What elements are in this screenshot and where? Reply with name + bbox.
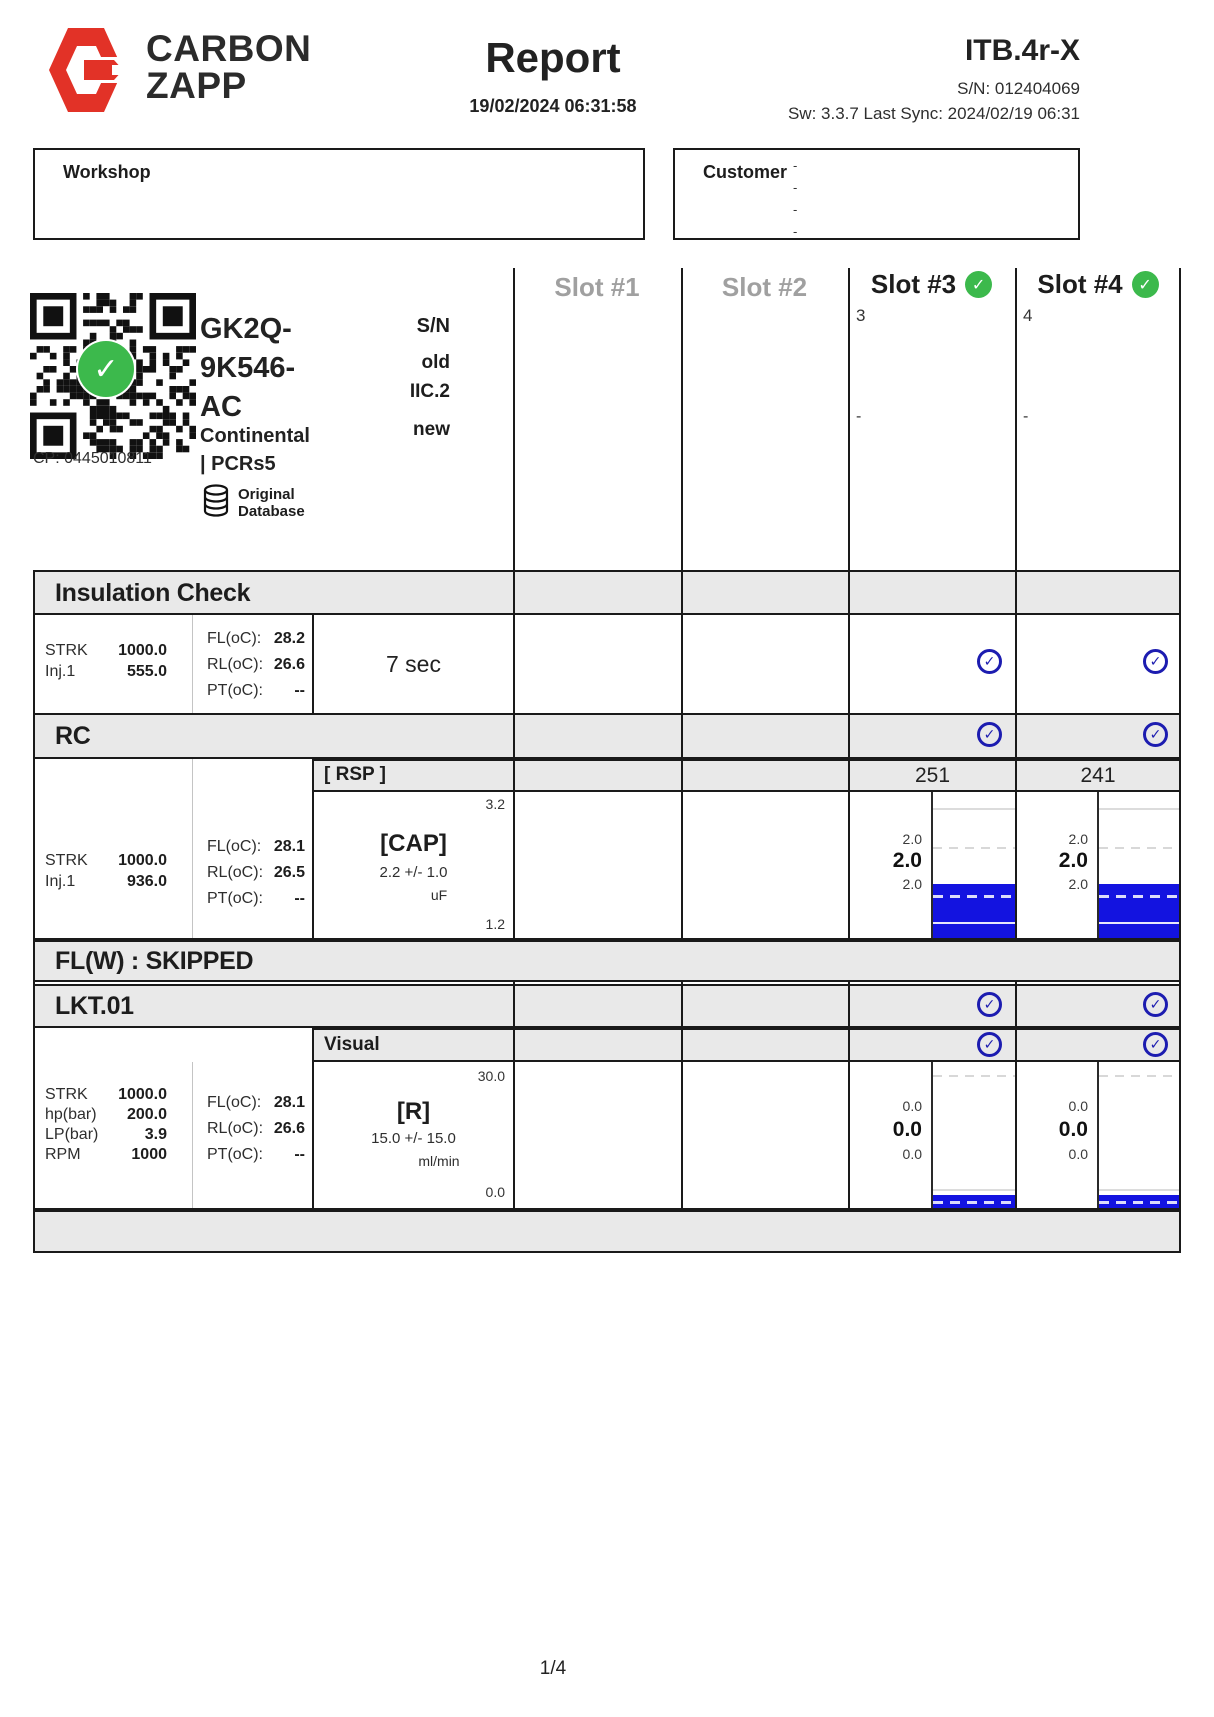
slot4-pass-check-icon: ✓ bbox=[1132, 271, 1159, 298]
lkt-slot4-read-low: 0.0 bbox=[1068, 1146, 1088, 1162]
grid-line-light bbox=[192, 1062, 193, 1208]
rsp-slot3-value: 251 bbox=[914, 764, 951, 787]
customer-dash-1: - bbox=[793, 158, 798, 173]
db-source-line2: Database bbox=[238, 503, 305, 520]
customer-box bbox=[673, 148, 1080, 240]
rsp-slot4-cell bbox=[1015, 759, 1181, 792]
slot3-header bbox=[848, 269, 1015, 300]
customer-label: Customer bbox=[703, 162, 788, 182]
bottom-empty-row bbox=[33, 1210, 1181, 1253]
rsp-slot3-cell bbox=[848, 759, 1017, 792]
temp-label: FL(oC): bbox=[207, 838, 262, 855]
carbonzapp-logo-icon bbox=[38, 24, 134, 121]
cap-max: 3.2 bbox=[485, 796, 505, 812]
insulation-section-title: Insulation Check bbox=[55, 579, 251, 607]
lkt-slot3-read-low: 0.0 bbox=[902, 1146, 922, 1162]
temp-value: 26.6 bbox=[273, 1120, 305, 1137]
brand-line-2: ZAPP bbox=[146, 65, 247, 106]
temp-value: -- bbox=[294, 1146, 305, 1163]
rc-header-slot1 bbox=[513, 713, 683, 759]
insulation-param-values bbox=[95, 640, 167, 682]
database-icon bbox=[202, 484, 230, 523]
bar-dashed-line bbox=[933, 1201, 1015, 1204]
rsp-slot4-value: 241 bbox=[1080, 764, 1116, 787]
lkt-header-slot2 bbox=[681, 984, 850, 1028]
lkt-section-header bbox=[33, 984, 515, 1028]
slot4-header bbox=[1015, 269, 1181, 300]
part-number bbox=[200, 310, 295, 427]
bar-solid-line bbox=[933, 922, 1015, 924]
lkt-slot4-read-main: 0.0 bbox=[1058, 1118, 1088, 1141]
rc-header-slot2 bbox=[681, 713, 850, 759]
customer-dash-4: - bbox=[793, 224, 798, 239]
insulation-temp-values bbox=[252, 626, 305, 704]
bar-dashed-line bbox=[1099, 895, 1179, 898]
insulation-header-slot2 bbox=[681, 570, 850, 615]
lkt-slot3-check-icon: ✓ bbox=[977, 992, 1002, 1017]
r-name: [R] bbox=[396, 1098, 431, 1125]
customer-dash-3: - bbox=[793, 202, 798, 217]
flw-section-title: FL(W) : SKIPPED bbox=[55, 947, 254, 975]
grid-line-light bbox=[192, 615, 193, 713]
r-spec-cell bbox=[312, 1060, 515, 1210]
lkt-slot4-check-icon: ✓ bbox=[1143, 992, 1168, 1017]
qr-verified-check-icon: ✓ bbox=[78, 341, 134, 397]
insulation-slot4-check-icon: ✓ bbox=[1143, 649, 1168, 674]
lkt-slot3-read-high: 0.0 bbox=[902, 1098, 922, 1114]
rc-slot3-bar bbox=[933, 884, 1015, 938]
cap-unit: uF bbox=[430, 887, 448, 903]
rc-slot4-check-icon: ✓ bbox=[1143, 722, 1168, 747]
slot2-header: Slot #2 bbox=[721, 272, 808, 302]
chart-gridline bbox=[1099, 808, 1179, 810]
part-number-line1: GK2Q- bbox=[200, 313, 292, 345]
temp-label: PT(oC): bbox=[207, 682, 263, 699]
param-value: 3.9 bbox=[144, 1126, 167, 1143]
temp-label: FL(oC): bbox=[207, 1094, 262, 1111]
temp-label: RL(oC): bbox=[207, 656, 264, 673]
slot3-injector-number: 3 bbox=[856, 306, 866, 325]
visual-slot2-cell bbox=[681, 1028, 850, 1062]
device-sync-info: Sw: 3.3.7 Last Sync: 2024/02/19 06:31 bbox=[787, 104, 1080, 123]
report-datetime: 19/02/2024 06:31:58 bbox=[469, 96, 637, 116]
param-value: 200.0 bbox=[126, 1106, 167, 1123]
chart-gridline bbox=[933, 1189, 1015, 1191]
rc-slot3-read-low: 2.0 bbox=[902, 876, 922, 892]
rc-slot4-read-low: 2.0 bbox=[1068, 876, 1088, 892]
insulation-slot3-check-icon: ✓ bbox=[977, 649, 1002, 674]
insulation-section-header bbox=[33, 570, 515, 615]
insulation-result: 7 sec bbox=[386, 650, 441, 677]
lkt-slot3-bar-chart bbox=[933, 1062, 1015, 1208]
rc-slot3-read-main: 2.0 bbox=[892, 849, 922, 872]
flw-section-header bbox=[33, 940, 1181, 982]
insulation-param-labels bbox=[45, 640, 88, 682]
rc-slot4-read-high: 2.0 bbox=[1068, 831, 1088, 847]
device-serial: S/N: 012404069 bbox=[957, 79, 1080, 98]
param-label: RPM bbox=[45, 1146, 81, 1163]
rsp-label: [ RSP ] bbox=[324, 764, 386, 785]
brand-line-1: CARBON bbox=[146, 28, 312, 69]
temp-value: 26.5 bbox=[273, 864, 305, 881]
grid-line bbox=[33, 570, 35, 1253]
param-value: 1000.0 bbox=[118, 642, 167, 659]
r-max: 30.0 bbox=[477, 1068, 505, 1084]
rc-param-values bbox=[95, 850, 167, 892]
rsp-slot1-cell bbox=[513, 759, 683, 792]
rc-slot3-bar-chart bbox=[933, 792, 1015, 938]
visual-slot3-check-icon: ✓ bbox=[977, 1032, 1002, 1057]
param-label: hp(bar) bbox=[45, 1106, 97, 1123]
temp-label: RL(oC): bbox=[207, 1120, 264, 1137]
db-source-line1: Original bbox=[238, 486, 295, 503]
rc-slot3-read-high: 2.0 bbox=[902, 831, 922, 847]
lkt-slot4-bar-chart bbox=[1099, 1062, 1179, 1208]
cap-spec: 2.2 +/- 1.0 bbox=[379, 864, 448, 881]
device-model: ITB.4r-X bbox=[964, 34, 1080, 67]
param-label: LP(bar) bbox=[45, 1126, 99, 1143]
col-label-old: old bbox=[421, 352, 450, 373]
temp-value: 26.6 bbox=[273, 656, 305, 673]
workshop-box bbox=[33, 148, 645, 240]
param-label: STRK bbox=[45, 1086, 88, 1103]
r-spec: 15.0 +/- 15.0 bbox=[371, 1130, 456, 1147]
slot3-dash: - bbox=[856, 408, 862, 425]
param-label: STRK bbox=[45, 642, 88, 659]
part-manufacturer: Continental bbox=[200, 425, 310, 447]
lkt-slot4-bar bbox=[1099, 1195, 1179, 1208]
rc-temp-values bbox=[252, 834, 305, 912]
grid-line-light bbox=[192, 759, 193, 938]
rc-section-title: RC bbox=[55, 722, 91, 750]
lkt-section-title: LKT.01 bbox=[55, 992, 134, 1020]
visual-label-cell bbox=[312, 1028, 515, 1062]
temp-label: FL(oC): bbox=[207, 630, 262, 647]
slot4-dash: - bbox=[1023, 408, 1029, 425]
col-label-new: new bbox=[413, 419, 450, 440]
rc-slot4-bar-chart bbox=[1099, 792, 1179, 938]
slot3-header-label: Slot #3 bbox=[870, 269, 957, 299]
brand-name bbox=[146, 30, 311, 104]
slot4-header-label: Slot #4 bbox=[1037, 269, 1123, 299]
lkt-slot4-read-high: 0.0 bbox=[1068, 1098, 1088, 1114]
r-unit: ml/min bbox=[418, 1153, 460, 1169]
cap-spec-cell bbox=[312, 790, 515, 940]
col-label-sn: S/N bbox=[416, 315, 450, 337]
insulation-result-cell bbox=[312, 613, 515, 715]
temp-value: 28.1 bbox=[273, 838, 305, 855]
visual-slot4-check-icon: ✓ bbox=[1143, 1032, 1168, 1057]
slot4-injector-number: 4 bbox=[1023, 306, 1033, 325]
chart-gridline-dashed bbox=[1099, 1075, 1179, 1077]
slot1-header: Slot #1 bbox=[554, 272, 640, 302]
param-value: 555.0 bbox=[126, 663, 167, 680]
rc-section-header bbox=[33, 713, 515, 759]
temp-label: PT(oC): bbox=[207, 1146, 263, 1163]
bar-solid-line bbox=[1099, 922, 1179, 924]
rc-param-labels bbox=[45, 850, 88, 892]
param-value: 1000.0 bbox=[118, 852, 167, 869]
temp-value: -- bbox=[294, 682, 305, 699]
insulation-header-slot3 bbox=[848, 570, 1017, 615]
param-value: 936.0 bbox=[126, 873, 167, 890]
workshop-label: Workshop bbox=[63, 162, 151, 182]
customer-dash-2: - bbox=[793, 180, 798, 195]
lkt-slot3-read-main: 0.0 bbox=[892, 1118, 922, 1141]
temp-value: -- bbox=[294, 890, 305, 907]
param-value: 1000.0 bbox=[118, 1086, 167, 1103]
rc-slot4-bar bbox=[1099, 884, 1179, 938]
r-min: 0.0 bbox=[485, 1184, 505, 1200]
insulation-header-slot4 bbox=[1015, 570, 1181, 615]
rsp-label-cell bbox=[312, 759, 515, 792]
rc-slot3-check-icon: ✓ bbox=[977, 722, 1002, 747]
chart-gridline bbox=[933, 808, 1015, 810]
temp-label: PT(oC): bbox=[207, 890, 263, 907]
param-label: STRK bbox=[45, 852, 88, 869]
chart-gridline-dashed bbox=[933, 1075, 1015, 1077]
chart-gridline-dashed bbox=[1099, 847, 1179, 849]
bar-dashed-line bbox=[933, 895, 1015, 898]
temp-label: RL(oC): bbox=[207, 864, 264, 881]
col-label-iic2: IIC.2 bbox=[409, 381, 450, 402]
visual-slot1-cell bbox=[513, 1028, 683, 1062]
param-value: 1000 bbox=[131, 1146, 167, 1163]
rc-slot4-read-main: 2.0 bbox=[1058, 849, 1088, 872]
param-label: Inj.1 bbox=[45, 873, 76, 890]
chart-gridline-dashed bbox=[933, 847, 1015, 849]
rsp-slot2-cell bbox=[681, 759, 850, 792]
insulation-header-slot1 bbox=[513, 570, 683, 615]
temp-value: 28.2 bbox=[273, 630, 305, 647]
lkt-slot3-bar bbox=[933, 1195, 1015, 1208]
cap-name: [CAP] bbox=[380, 830, 447, 857]
lkt-header-slot1 bbox=[513, 984, 683, 1028]
visual-label: Visual bbox=[324, 1034, 380, 1055]
param-label: Inj.1 bbox=[45, 663, 76, 680]
part-number-line3: AC bbox=[200, 391, 242, 423]
temp-value: 28.1 bbox=[273, 1094, 305, 1111]
lkt-param-values bbox=[95, 1085, 167, 1165]
chart-gridline bbox=[1099, 1189, 1179, 1191]
lkt-temp-values bbox=[252, 1090, 305, 1168]
part-cp-number: CP: 0445010811 bbox=[33, 450, 152, 467]
lkt-param-labels bbox=[45, 1085, 98, 1165]
bar-dashed-line bbox=[1099, 1201, 1179, 1204]
page-number: 1/4 bbox=[539, 1658, 567, 1679]
cap-min: 1.2 bbox=[485, 916, 505, 932]
slot3-pass-check-icon: ✓ bbox=[965, 271, 992, 298]
page-title: Report bbox=[485, 34, 621, 81]
part-family: | PCRs5 bbox=[200, 453, 276, 475]
part-number-line2: 9K546- bbox=[200, 352, 296, 384]
